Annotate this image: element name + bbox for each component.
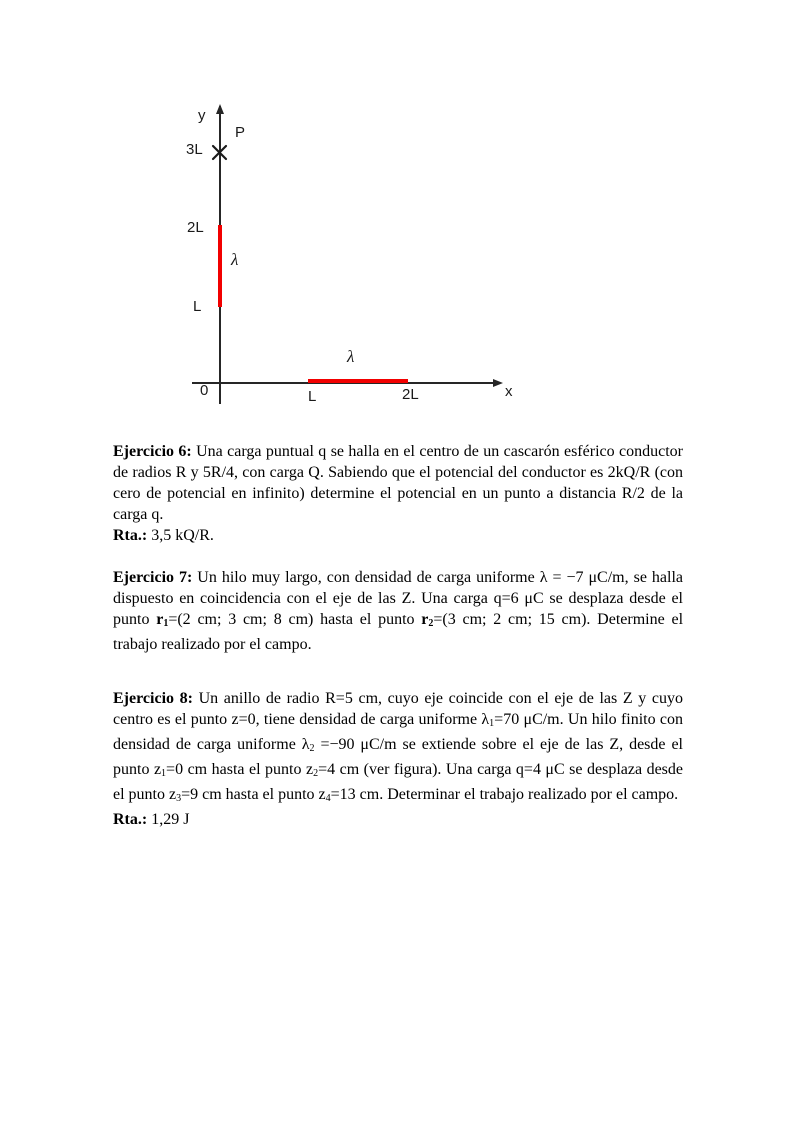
ejercicio-6-answer — [113, 525, 683, 546]
y-tick-2l-label: 2L — [187, 219, 204, 236]
y-axis-arrow-icon — [216, 104, 224, 114]
figure-charged-rods — [0, 0, 793, 430]
lambda-vertical-label: λ — [231, 250, 239, 269]
ejercicio-8-body-text: Un anillo de radio R=5 cm, cuyo eje coincide con el eje de las Z y cuyo centro es el punto z=0, tiene densidad de carga uniforme λ — [113, 690, 684, 728]
ejercicio-8-body-text: =70 μC/m. Un hilo finito con densidad de carga uniforme λ — [113, 711, 684, 753]
ejercicio-7-body-text: r — [156, 611, 164, 628]
ejercicio-8-body-text: 1 — [161, 768, 167, 779]
ejercicio-8-body-text: =13 cm. Determinar el trabajo realizado por el campo. — [330, 786, 679, 803]
ejercicio-8-body-text: 1 — [489, 718, 495, 729]
ejercicio-8-answer — [113, 809, 683, 830]
x-tick-2l-label: 2L — [402, 386, 419, 403]
y-tick-l-label: L — [193, 298, 202, 315]
ejercicio-8-paragraph — [113, 688, 683, 830]
ejercicio-6-title: Ejercicio 6: — [113, 443, 192, 460]
horizontal-charged-rod — [308, 379, 408, 383]
ejercicio-8-body-text: 4 — [325, 793, 331, 804]
ejercicio-6-body-text: Una carga puntual q se halla en el centro de un cascarón esférico conductor de radios R y 5R/4, con carga Q. Sabiendo que el potencial del conductor es 2kQ/R (con cero de potencial en infinito) determine el potencial en un punto a distancia R/2 de la carga q. — [113, 443, 683, 523]
lambda-horizontal-label: λ — [347, 347, 355, 366]
ejercicio-6-paragraph — [113, 441, 683, 546]
ejercicio-7-body-text: r — [421, 611, 429, 628]
ejercicio-8-body-text: 2 — [309, 743, 315, 754]
origin-label: 0 — [200, 382, 209, 399]
ejercicio-7-body-text: Un hilo muy largo, con densidad de carga uniforme λ = −7 μC/m, se halla dispuesto en coincidencia con el eje de las Z. Una carga q=6 μC se desplaza desde el punto — [113, 569, 683, 628]
ejercicio-7-paragraph — [113, 567, 683, 655]
ejercicio-7-body-text: 2 — [428, 618, 434, 629]
ejercicio-8-body-text: =0 cm hasta el punto z — [166, 761, 314, 778]
vertical-charged-rod — [218, 225, 222, 307]
exercise-list — [113, 441, 683, 830]
ejercicio-8-body-text: 2 — [313, 768, 319, 779]
ejercicio-6-answer-label: Rta.: — [113, 527, 148, 544]
ejercicio-8-body-text: =4 cm (ver figura). Una carga q=4 μC se desplaza desde el punto z — [113, 761, 684, 803]
x-tick-l-label: L — [308, 388, 317, 405]
x-axis-label: x — [505, 383, 513, 400]
ejercicio-8-body-text: =9 cm hasta el punto z — [181, 786, 326, 803]
ejercicio-8-body-text: =−90 μC/m se extiende sobre el eje de las Z, desde el punto z — [113, 736, 683, 778]
x-axis-arrow-icon — [493, 379, 503, 387]
ejercicio-7-body-text: =(3 cm; 2 cm; 15 cm). Determine el trabajo realizado por el campo. — [113, 611, 684, 653]
ejercicio-7-body-text: =(2 cm; 3 cm; 8 cm) hasta el punto — [168, 611, 422, 628]
ejercicio-8-body-text: 3 — [176, 793, 182, 804]
y-axis-label: y — [198, 107, 206, 124]
point-p-cross-icon — [211, 144, 228, 161]
ejercicio-7-body-text: 1 — [163, 618, 169, 629]
ejercicio-8-answer-label: Rta.: — [113, 811, 148, 828]
ejercicio-7-title: Ejercicio 7: — [113, 569, 193, 586]
point-p-label: P — [235, 124, 246, 141]
ejercicio-8-answer-value: 1,29 J — [147, 811, 190, 828]
ejercicio-6-answer-value: 3,5 kQ/R. — [147, 527, 214, 544]
ejercicio-8-title: Ejercicio 8: — [113, 690, 193, 707]
y-tick-3l-label: 3L — [186, 141, 203, 158]
